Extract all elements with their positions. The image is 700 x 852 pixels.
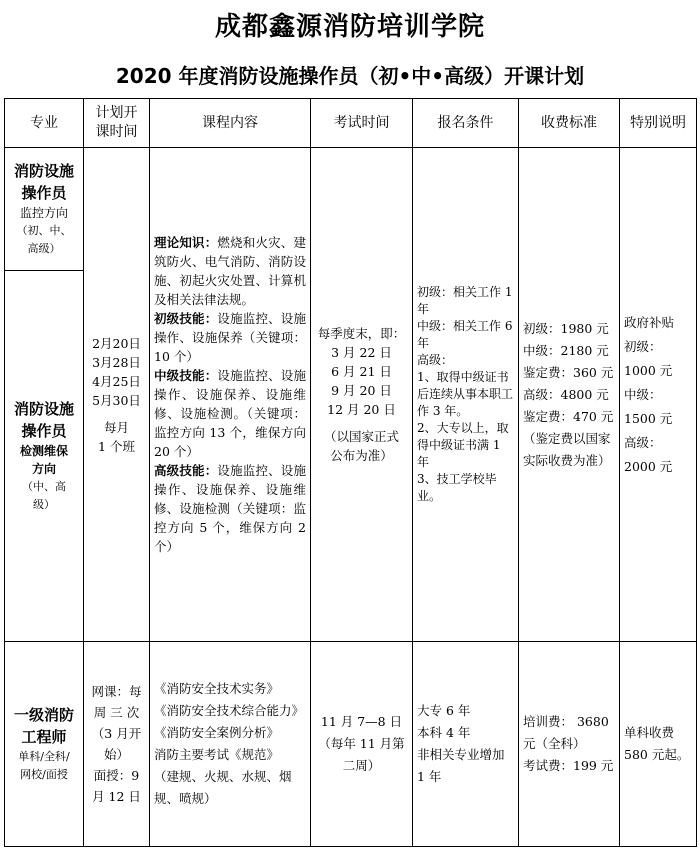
schedule-date: 4月25日 [92,373,141,389]
requirement-line: 初级：相关工作 1 年 [417,285,513,316]
requirement-line: 本科 4 年 [417,725,471,740]
major-title-line: 消防设施 [13,162,74,180]
fee-line: 鉴定费：360 元 [523,364,614,380]
note-line: 单科收费 580 元起。 [624,725,690,762]
fee-line: 高级：4800 元 [523,386,609,402]
major-direction: 方向 [31,462,56,476]
notes-cell [620,642,697,847]
middle-label: 中级技能： [154,368,218,383]
exam-line: 12 月 20 日 [327,402,396,417]
content-line: 《消防安全技术实务》 [154,681,280,696]
note-line: 初级：1000 元 [624,338,673,378]
exam-note: 公布为准） [330,448,393,463]
schedule-cell [84,148,150,642]
requirement-line: 大专 6 年 [417,703,471,718]
schedule-date: 2月20日 [92,335,141,351]
fee-line: 考试费：199 元 [523,758,614,773]
col-header-requirements: 报名条件 [413,99,519,148]
major-mode: 单科/全科/ [18,750,70,763]
exam-cell [311,642,413,847]
senior-label: 高级技能： [154,463,218,478]
theory-label: 理论知识： [154,235,218,250]
content-line: 消防主要考试《规范》 [154,747,280,762]
major-title-line: 操作员 [21,184,67,202]
schedule-cell [84,642,150,847]
exam-line: 3 月 22 日 [331,345,392,360]
note-line: 政府补贴 [624,314,675,330]
schedule-line: （3 月开始） [91,726,142,762]
col-header-notes: 特别说明 [620,99,697,148]
schedule-line: 网课：每周 三 次 [91,684,142,720]
requirement-line: 3、技工学校毕业。 [417,472,497,503]
requirements-cell [413,642,519,847]
major-levels: （初、中、 [16,224,72,237]
fee-line: 中级：2180 元 [523,342,609,358]
senior-text: 设施监控、设施操作、设施保养、设施维修、设施检测（关键项：监控方向 5 个，维保方向 2 个） [154,463,306,554]
fees-cell [519,642,620,847]
major-levels: 级） [33,498,55,511]
junior-label: 初级技能： [154,311,218,326]
content-line: 《消防安全技术综合能力》 [154,703,305,718]
col-header-content: 课程内容 [150,99,311,148]
table-row [5,148,697,271]
fee-line: 鉴定费：470 元 [523,408,614,424]
requirements-cell [413,148,519,642]
requirement-line: 2、大专以上，取得中级证书满 1 年 [417,421,509,469]
col-header-schedule-line1: 计划开 [95,105,138,121]
major-cell-fire-engineer [5,642,84,847]
exam-line: 9 月 20 日 [331,383,392,398]
content-cell [150,148,311,642]
plan-title: 2020 年度消防设施操作员（初•中•高级）开课计划 [115,64,585,88]
major-levels: （中、高 [22,480,66,493]
major-title-line: 一级消防 [13,706,74,724]
junior-text: 设施监控、设施操作、设施保养（关键项：10 个） [154,311,306,364]
note-line: 高级：2000 元 [624,434,673,474]
note-line: 中级：1500 元 [624,386,673,426]
fee-line: 初级：1980 元 [523,320,609,336]
col-header-fees: 收费标准 [519,99,620,148]
col-header-exam: 考试时间 [311,99,413,148]
major-levels: 高级） [27,242,61,255]
schedule-line: 面授：9 月 12 日 [92,768,141,804]
requirement-line: 非相关专业增加 1 年 [417,747,505,784]
col-header-schedule [84,99,150,148]
major-title-line: 工程师 [21,728,67,746]
major-cell-maintenance [5,271,84,642]
content-line: 《消防安全案例分析》 [154,725,280,740]
exam-cell [311,148,413,642]
schedule-date: 3月28日 [92,354,141,370]
major-direction: 监控方向 [19,206,68,220]
exam-line: 11 月 7—8 日 [320,714,403,729]
requirement-line: 中级：相关工作 6 年 [417,319,513,350]
major-mode: 网校/面授 [20,768,68,781]
col-header-major: 专业 [5,99,84,148]
table-header-row [5,99,697,148]
exam-line: （每年 11 月第二周） [318,736,405,773]
requirement-line: 1、取得中级证书后连续从事本职工作 3 年。 [417,370,514,418]
content-line: （建规、火规、水规、烟规、喷规） [154,769,292,806]
school-name: 成都鑫源消防培训学院 [214,12,485,42]
middle-text: 设施监控、设施操作、设施保养、设施维修、设施检测。（关键项：监控方向 13 个，维保方向 20 个） [154,368,306,459]
exam-note: （以国家正式 [323,429,399,444]
fee-line: 培训费： 3680 元（全科） [523,714,609,751]
schedule-frequency: 1 个班 [98,438,135,454]
major-direction: 检测维保 [19,444,68,458]
major-title-line: 消防设施 [13,400,74,418]
requirement-line: 高级： [417,353,454,367]
major-cell-monitor [5,148,84,271]
col-header-schedule-line2: 课时间 [95,124,138,140]
exam-line: 6 月 21 日 [331,364,392,379]
fee-line: （鉴定费以国家实际收费为准） [523,430,611,468]
theory-text: 燃烧和火灾、建筑防火、电气消防、消防设施、初起火灾处置、计算机及相关法律法规。 [154,235,306,307]
schedule-date: 5月30日 [92,392,141,408]
course-plan-table [4,98,697,847]
notes-cell [620,148,697,642]
table-row [5,642,697,847]
schedule-frequency: 每月 [103,419,129,435]
exam-line: 每季度末，即： [317,326,406,341]
content-cell [150,642,311,847]
fees-cell [519,148,620,642]
major-title-line: 操作员 [21,422,67,440]
